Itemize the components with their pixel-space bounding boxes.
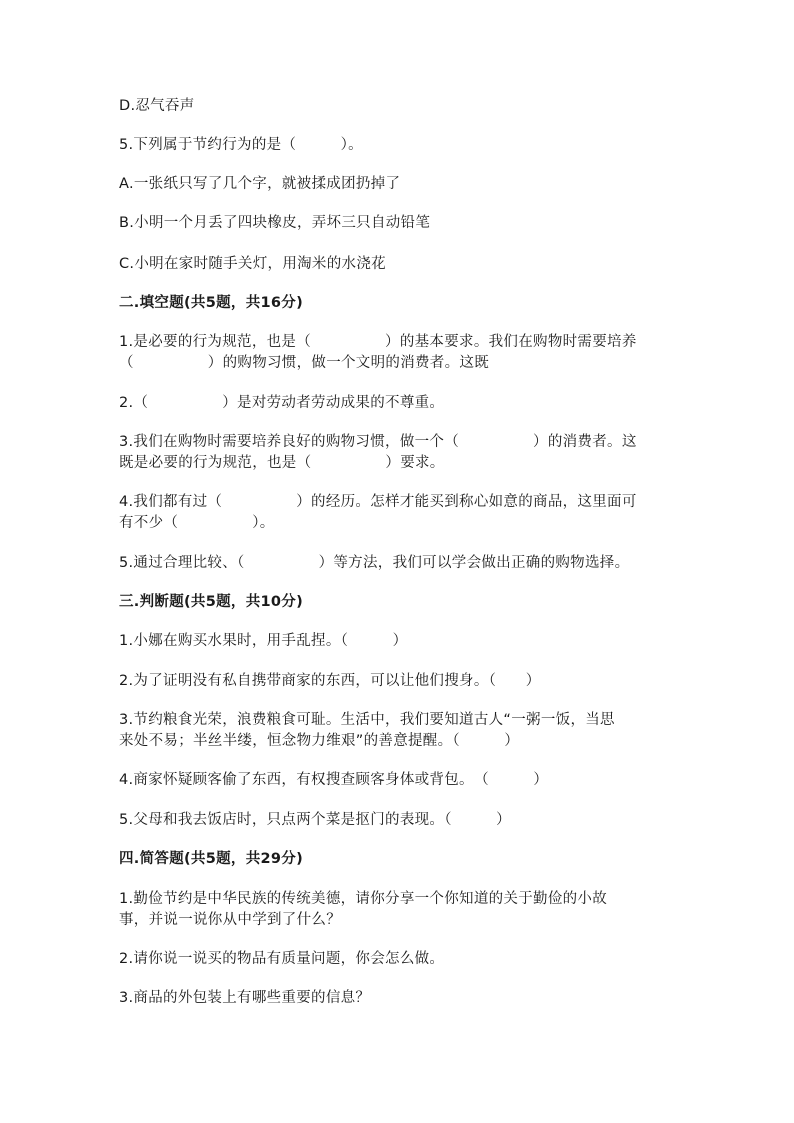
true-false-question-4: 4.商家怀疑顾客偷了东西，有权搜查顾客身体或背包。 （ ） <box>119 772 549 788</box>
short-answer-question-3: 3.商品的外包装上有哪些重要的信息？ <box>119 990 371 1006</box>
fill-blank-question-1-line-2: （ ）的购物习惯，做一个文明的消费者。这既 <box>119 355 489 371</box>
section-fill-blank-heading: 二.填空题(共5题，共16分) <box>119 295 304 311</box>
fill-blank-question-4-line-1: 4.我们都有过（ ）的经历。怎样才能买到称心如意的商品，这里面可 <box>119 494 637 510</box>
true-false-question-3-line-2: 来处不易；半丝半缕，恒念物力维艰”的善意提醒。（ ） <box>119 733 520 749</box>
short-answer-question-2: 2.请你说一说买的物品有质量问题，你会怎么做。 <box>119 951 445 967</box>
fill-blank-question-3-line-2: 既是必要的行为规范，也是（ ）要求。 <box>119 455 445 471</box>
choice-question-5-option-a: A.一张纸只写了几个字，就被揉成团扔掉了 <box>119 176 401 192</box>
q4-option-d: D.忍气吞声 <box>119 98 195 114</box>
fill-blank-question-2: 2.（ ）是对劳动者劳动成果的不尊重。 <box>119 395 445 411</box>
true-false-question-3-line-1: 3.节约粮食光荣，浪费粮食可耻。生活中，我们要知道古人“一粥一饭，当思 <box>119 712 615 728</box>
choice-question-5-option-b: B.小明一个月丢了四块橡皮，弄坏三只自动铅笔 <box>119 215 431 231</box>
section-short-answer-heading: 四.简答题(共5题，共29分) <box>119 851 304 867</box>
true-false-question-5: 5.父母和我去饭店时，只点两个菜是抠门的表现。（ ） <box>119 812 511 828</box>
choice-question-5-option-c: C.小明在家时随手关灯，用淘米的水浇花 <box>119 256 386 272</box>
choice-question-5-stem: 5.下列属于节约行为的是（ ）。 <box>119 137 363 153</box>
section-true-false-heading: 三.判断题(共5题，共10分) <box>119 594 304 610</box>
fill-blank-question-4-line-2: 有不少（ ）。 <box>119 515 275 531</box>
fill-blank-question-3-line-1: 3.我们在购物时需要培养良好的购物习惯，做一个（ ）的消费者。这 <box>119 434 637 450</box>
short-answer-question-1-line-2: 事，并说一说你从中学到了什么？ <box>119 912 341 928</box>
fill-blank-question-5: 5.通过合理比较、（ ）等方法，我们可以学会做出正确的购物选择。 <box>119 555 630 571</box>
short-answer-question-1-line-1: 1.勤俭节约是中华民族的传统美德，请你分享一个你知道的关于勤俭的小故 <box>119 891 608 907</box>
true-false-question-1: 1.小娜在购买水果时，用手乱捏。（ ） <box>119 633 408 649</box>
fill-blank-question-1-line-1: 1.是必要的行为规范，也是（ ）的基本要求。我们在购物时需要培养 <box>119 334 637 350</box>
true-false-question-2: 2.为了证明没有私自携带商家的东西，可以让他们搜身。（ ） <box>119 673 541 689</box>
